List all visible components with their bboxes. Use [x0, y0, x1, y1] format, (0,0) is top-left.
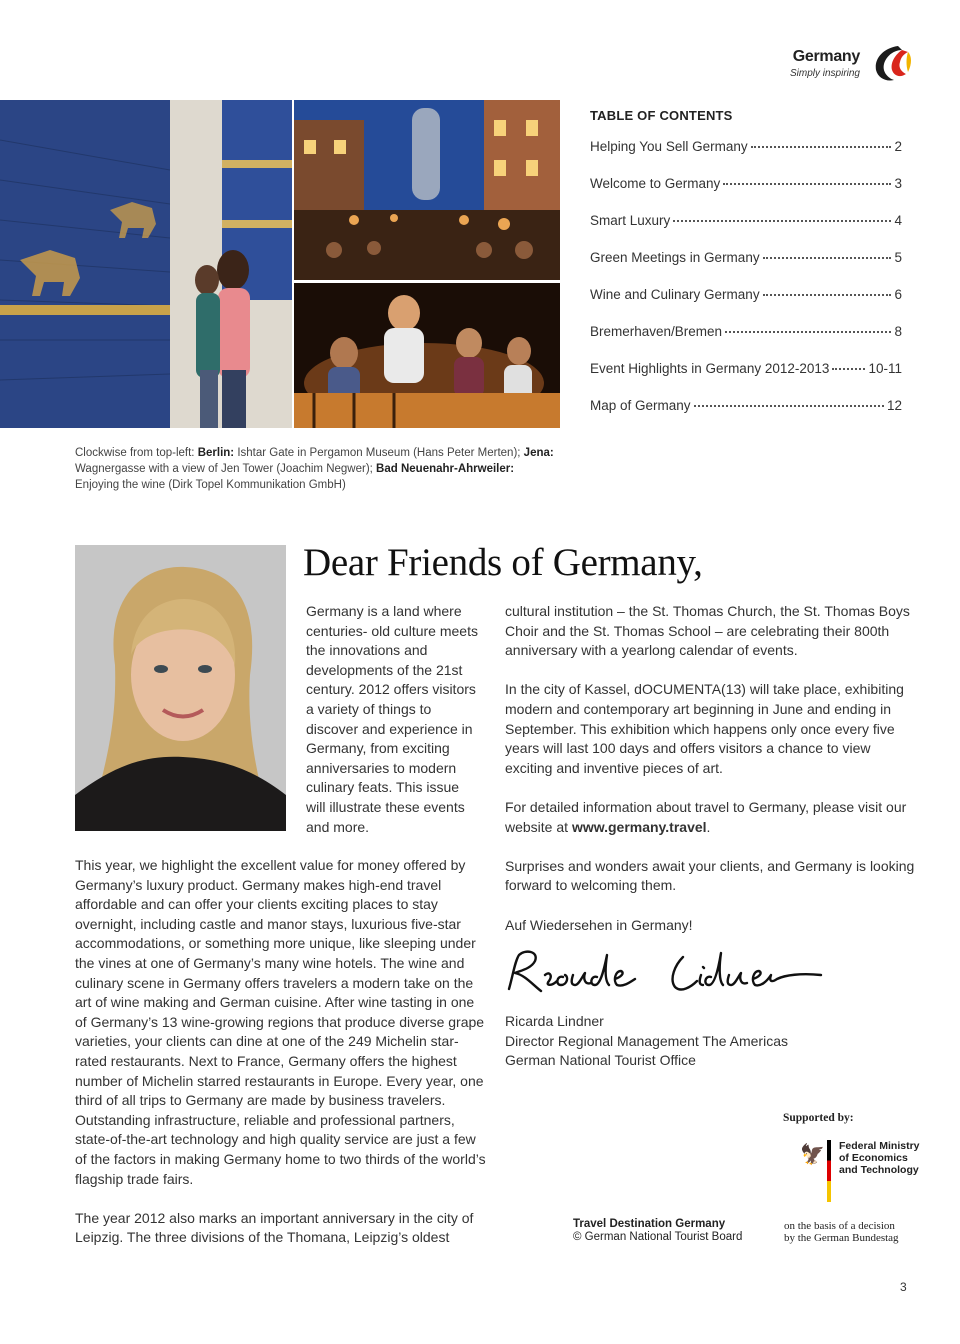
left-paragraph-1: This year, we highlight the excellent value for money offered by Germany’s luxury product. Germany makes high-end travel affordable and can offer your clients exciting places to stay overnight, including castle and manor stays, luxurious five-star accommodations, or something more unique, like sleeping under the vines at one of Germany’s many wine hotels. The wine and culinary scene in Germany offers travelers a modern take on the art of wine making and German cuisine. After wine tasting in one of Germany’s 13 wine-growing regions that produce diverse grape varieties, your clients can dine at one of the 249 Michelin star-rated restaurants. Next to France, Germany offers the highest number of Michelin starred restaurants in Europe. Every year, one third of all trips to Germany are made by business travelers. Outstanding infrastructure, reliable and professional partners, state-of-the-art technology and high quality service are just a few of the factors in making Germany home to two thirds of the world’s flagship trade fairs.: [75, 857, 486, 1187]
photo-jena-wagnergasse: [294, 100, 560, 280]
toc-item[interactable]: [590, 139, 902, 176]
right-paragraph-5: Auf Wiedersehen in Germany!: [505, 916, 693, 933]
toc-leader-dots: [763, 294, 892, 296]
right-paragraph-3: [505, 798, 915, 837]
ministry-line-3: and Technology: [839, 1164, 919, 1176]
signer-block: [505, 1012, 788, 1071]
toc-item[interactable]: [590, 398, 902, 435]
toc-item-label: Smart Luxury: [590, 213, 671, 228]
toc-item-page: 5: [894, 250, 902, 265]
toc-item-label: Helping You Sell Germany: [590, 139, 748, 154]
footer-brand-name: Travel Destination Germany: [573, 1218, 726, 1230]
bundestag-decision-note: [784, 1220, 899, 1244]
signer-name: Ricarda Lindner: [505, 1013, 604, 1029]
supported-by-label: Supported by:: [783, 1112, 854, 1124]
federal-eagle-icon: 🦅: [800, 1144, 825, 1166]
intro-paragraph: Germany is a land where centuries- old culture meets the innovations and developments of the 21st century. 2012 offers visitors a variety of things to discover and experience in Germany, from exciting anniversaries to modern culinary feats. This issue will illustrate these events and more.: [306, 603, 478, 835]
ministry-logo: [800, 1140, 930, 1202]
toc-leader-dots: [673, 220, 891, 222]
handwritten-signature: [505, 945, 825, 1005]
decision-line-1: on the basis of a decision: [784, 1220, 895, 1232]
photo-caption: [75, 445, 560, 493]
toc-item-page: 12: [886, 398, 902, 413]
decision-line-2: by the German Bundestag: [784, 1232, 899, 1244]
toc-item[interactable]: [590, 176, 902, 213]
signer-organization: German National Tourist Office: [505, 1052, 696, 1069]
caption-lead: Clockwise from top-left:: [75, 447, 198, 459]
table-of-contents: [590, 108, 902, 435]
website-lead-text: For detailed information about travel to Germany, please visit our website at: [505, 798, 907, 835]
footer-brand: [573, 1218, 742, 1244]
germany-logo: [780, 42, 920, 88]
toc-item-page: 10-11: [868, 361, 902, 376]
toc-item[interactable]: [590, 287, 902, 324]
signer-title: Director Regional Management The Americas: [505, 1032, 788, 1049]
toc-item-label: Bremerhaven/Bremen: [590, 324, 723, 339]
photo-wine-tasting: [294, 283, 560, 428]
toc-leader-dots: [694, 405, 884, 407]
toc-item-page: 8: [894, 324, 902, 339]
logo-title: Germany: [792, 48, 860, 65]
ministry-line-1: Federal Ministry: [839, 1140, 920, 1152]
toc-item-label: Green Meetings in Germany: [590, 250, 760, 265]
logo-swirl-icon: [868, 42, 912, 86]
caption-text-jena: Wagnergasse with a view of Jen Tower (Joachim Negwer);: [75, 463, 377, 475]
toc-item[interactable]: [590, 213, 902, 250]
letter-intro: [306, 602, 481, 857]
toc-item-page: 3: [894, 176, 902, 191]
website-trailing-text: .: [706, 818, 711, 835]
toc-leader-dots: [763, 257, 892, 259]
photo-ishtar-gate: [0, 100, 292, 428]
toc-leader-dots: [832, 368, 865, 370]
portrait-photo: [75, 545, 286, 831]
caption-text-berlin: Ishtar Gate in Pergamon Museum (Hans Peter Merten);: [234, 447, 524, 459]
caption-label-jena: Jena:: [523, 447, 554, 459]
toc-item[interactable]: [590, 324, 902, 361]
toc-item[interactable]: [590, 250, 902, 287]
logo-subtitle: Simply inspiring: [789, 68, 860, 79]
toc-item-label: Wine and Culinary Germany: [590, 287, 760, 302]
right-paragraph-2: In the city of Kassel, dOCUMENTA(13) will take place, exhibiting modern and contemporary art beginning in June and ending in September. This exhibition which happens only once every five years will last 100 days and offers visitors a chance to view exciting and inventive pieces of art.: [505, 681, 904, 776]
letter-heading: Dear Friends of Germany,: [303, 541, 703, 584]
website-link[interactable]: www.germany.travel: [571, 818, 707, 835]
toc-leader-dots: [725, 331, 891, 333]
letter-right-column: [505, 602, 915, 955]
toc-leader-dots: [751, 146, 892, 148]
toc-item-label: Map of Germany: [590, 398, 691, 413]
footer-copyright: © German National Tourist Board: [573, 1231, 743, 1243]
caption-label-berlin: Berlin:: [197, 447, 235, 459]
left-paragraph-2: The year 2012 also marks an important anniversary in the city of Leipzig. The three divisions of the Thomana, Leipzig’s oldest: [75, 1209, 474, 1246]
ministry-name: [839, 1140, 934, 1176]
toc-item[interactable]: [590, 361, 902, 398]
toc-item-page: 6: [894, 287, 902, 302]
toc-item-page: 4: [894, 213, 902, 228]
letter-left-column: [75, 856, 487, 1267]
toc-leader-dots: [723, 183, 891, 185]
toc-item-label: Welcome to Germany: [590, 176, 721, 191]
ministry-line-2: of Economics: [839, 1152, 908, 1164]
right-paragraph-4: Surprises and wonders await your clients, and Germany is looking forward to welcoming them.: [505, 857, 915, 894]
toc-item-label: Event Highlights in Germany 2012-2013: [590, 361, 830, 376]
right-paragraph-1: cultural institution – the St. Thomas Church, the St. Thomas Boys Choir and the St. Thomas School – are celebrating their 800th anniversary with a yearlong calendar of events.: [505, 603, 910, 659]
toc-title: TABLE OF CONTENTS: [590, 108, 733, 123]
page-number: 3: [900, 1280, 907, 1294]
toc-item-page: 2: [894, 139, 902, 154]
caption-text-ahrweiler: Enjoying the wine (Dirk Topel Kommunikation GmbH): [75, 479, 346, 491]
caption-label-ahrweiler: Bad Neuenahr-Ahrweiler:: [376, 463, 515, 475]
german-flag-bar: [827, 1140, 831, 1202]
